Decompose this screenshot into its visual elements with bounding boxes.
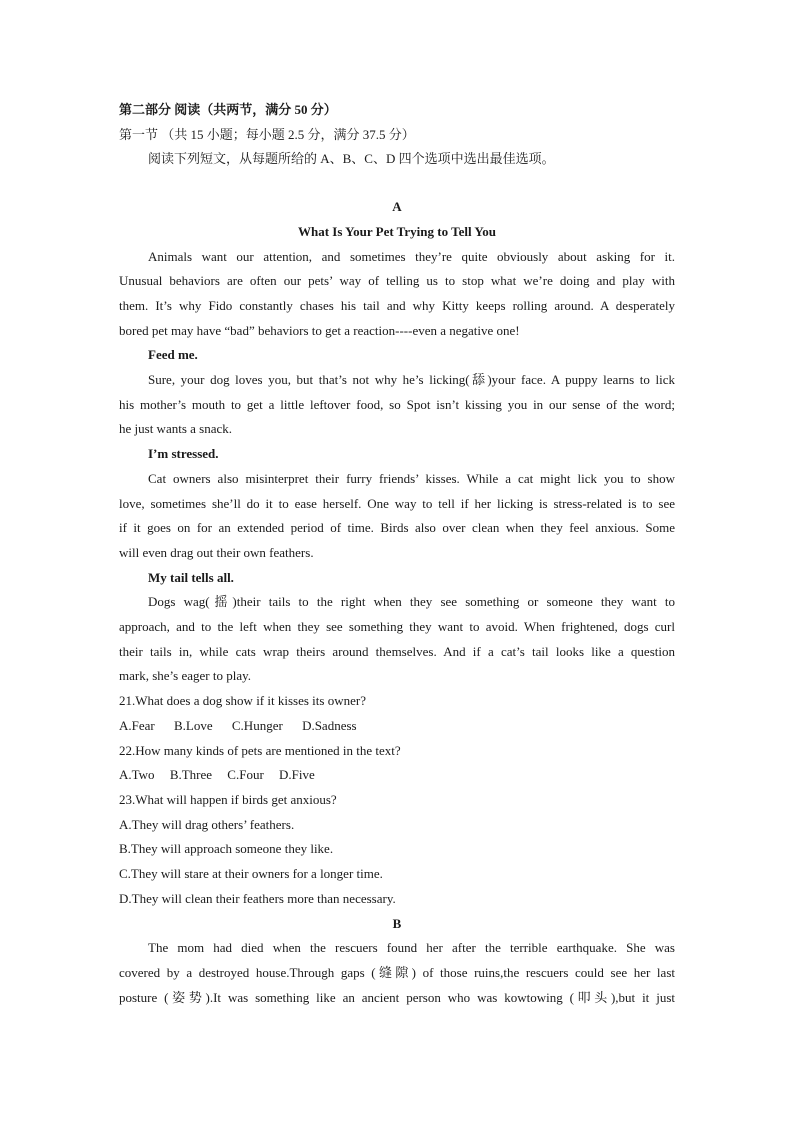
paragraph-line: covered by a destroyed house.Through gaps (缝隙) of those ruins,the rescuers could see her last bbox=[119, 964, 675, 980]
paragraph-line: posture (姿势).It was something like an ancient person who was kowtowing (叩头),but it just bbox=[119, 989, 675, 1005]
paragraph-line: approach, and to the left when they see something they want to avoid. When frightened, dogs curl bbox=[119, 619, 675, 635]
paragraph-line: Sure, your dog loves you, but that’s not why he’s licking(舔)your face. A puppy learns to lick bbox=[148, 372, 675, 388]
option-b: B.Three bbox=[169, 767, 213, 783]
subheading-stressed: I’m stressed. bbox=[148, 446, 219, 462]
passage-a-title: What Is Your Pet Trying to Tell You bbox=[297, 223, 497, 239]
option-c: C.They will stare at their owners for a longer time. bbox=[119, 866, 383, 882]
spacer bbox=[119, 172, 675, 195]
option-b: B.They will approach someone they like. bbox=[119, 841, 334, 857]
passage-a-intro bbox=[119, 245, 675, 344]
paragraph-line: Dogs wag(摇)their tails to the right when they see something or someone they want to bbox=[148, 594, 675, 610]
question-22 bbox=[119, 739, 675, 788]
option-d: D.Five bbox=[279, 767, 315, 783]
paragraph-line: will even drag out their own feathers. bbox=[119, 544, 314, 560]
paragraph-line: he just wants a snack. bbox=[119, 421, 233, 437]
question-stem: 23.What will happen if birds get anxious? bbox=[119, 791, 337, 807]
passage-a-para3 bbox=[119, 590, 675, 689]
question-23 bbox=[119, 788, 675, 912]
paragraph-line: Cat owners also misinterpret their furry friends’ kisses. While a cat might lick you to show bbox=[148, 470, 675, 486]
option-c: C.Four bbox=[227, 767, 264, 783]
passage-a-letter: A bbox=[392, 199, 402, 215]
option-d: D.Sadness bbox=[302, 717, 357, 733]
paragraph-line: their tails in, while cats wrap theirs around themselves. And if a cat’s tail looks like a question bbox=[119, 643, 675, 659]
question-options bbox=[119, 714, 675, 739]
passage-a-para1 bbox=[119, 368, 675, 442]
question-options bbox=[119, 763, 675, 788]
paragraph-line: if it goes on for an extended period of time. Birds also over clean when they feel anxious. Some bbox=[119, 520, 675, 536]
subheading-feed-me: Feed me. bbox=[148, 347, 198, 363]
paragraph-line: his mother’s mouth to get a little leftover food, so Spot isn’t kissing you in our sense of the word; bbox=[119, 396, 675, 412]
section-title: 第一节 （共 15 小题；每小题 2.5 分，满分 37.5 分） bbox=[119, 126, 415, 142]
paragraph-line: Unusual behaviors are often our pets’ way of telling us to stop what we’re doing and play with bbox=[119, 273, 675, 289]
question-stem: 21.What does a dog show if it kisses its owner? bbox=[119, 693, 366, 709]
subheading-tail: My tail tells all. bbox=[148, 569, 234, 585]
question-21 bbox=[119, 689, 675, 738]
part-title: 第二部分 阅读（共两节，满分 50 分） bbox=[119, 102, 337, 117]
question-stem: 22.How many kinds of pets are mentioned in the text? bbox=[119, 742, 401, 758]
paragraph-line: mark, she’s eager to play. bbox=[119, 668, 251, 684]
exam-page bbox=[119, 98, 675, 1010]
passage-b-letter: B bbox=[392, 915, 402, 931]
option-d: D.They will clean their feathers more than necessary. bbox=[119, 890, 396, 906]
option-b: B.Love bbox=[174, 717, 213, 733]
paragraph-line: them. It’s why Fido constantly chases his tail and why Kitty keeps rolling around. A desperately bbox=[119, 297, 675, 313]
option-a: A.They will drag others’ feathers. bbox=[119, 816, 295, 832]
paragraph-line: The mom had died when the rescuers found her after the terrible earthquake. She was bbox=[148, 940, 675, 956]
paragraph-line: Animals want our attention, and sometimes they’re quite obviously about asking for it. bbox=[148, 248, 675, 264]
passage-a-para2 bbox=[119, 467, 675, 566]
option-a: A.Fear bbox=[119, 717, 155, 733]
passage-b-para1 bbox=[119, 936, 675, 1010]
paragraph-line: love, sometimes she’ll do it to ease herself. One way to tell if her licking is stress-related is to see bbox=[119, 495, 675, 511]
instruction: 阅读下列短文，从每题所给的 A、B、C、D 四个选项中选出最佳选项。 bbox=[148, 151, 555, 167]
option-a: A.Two bbox=[119, 767, 155, 783]
paragraph-line: bored pet may have “bad” behaviors to get a reaction----even a negative one! bbox=[119, 322, 520, 338]
option-c: C.Hunger bbox=[231, 717, 283, 733]
